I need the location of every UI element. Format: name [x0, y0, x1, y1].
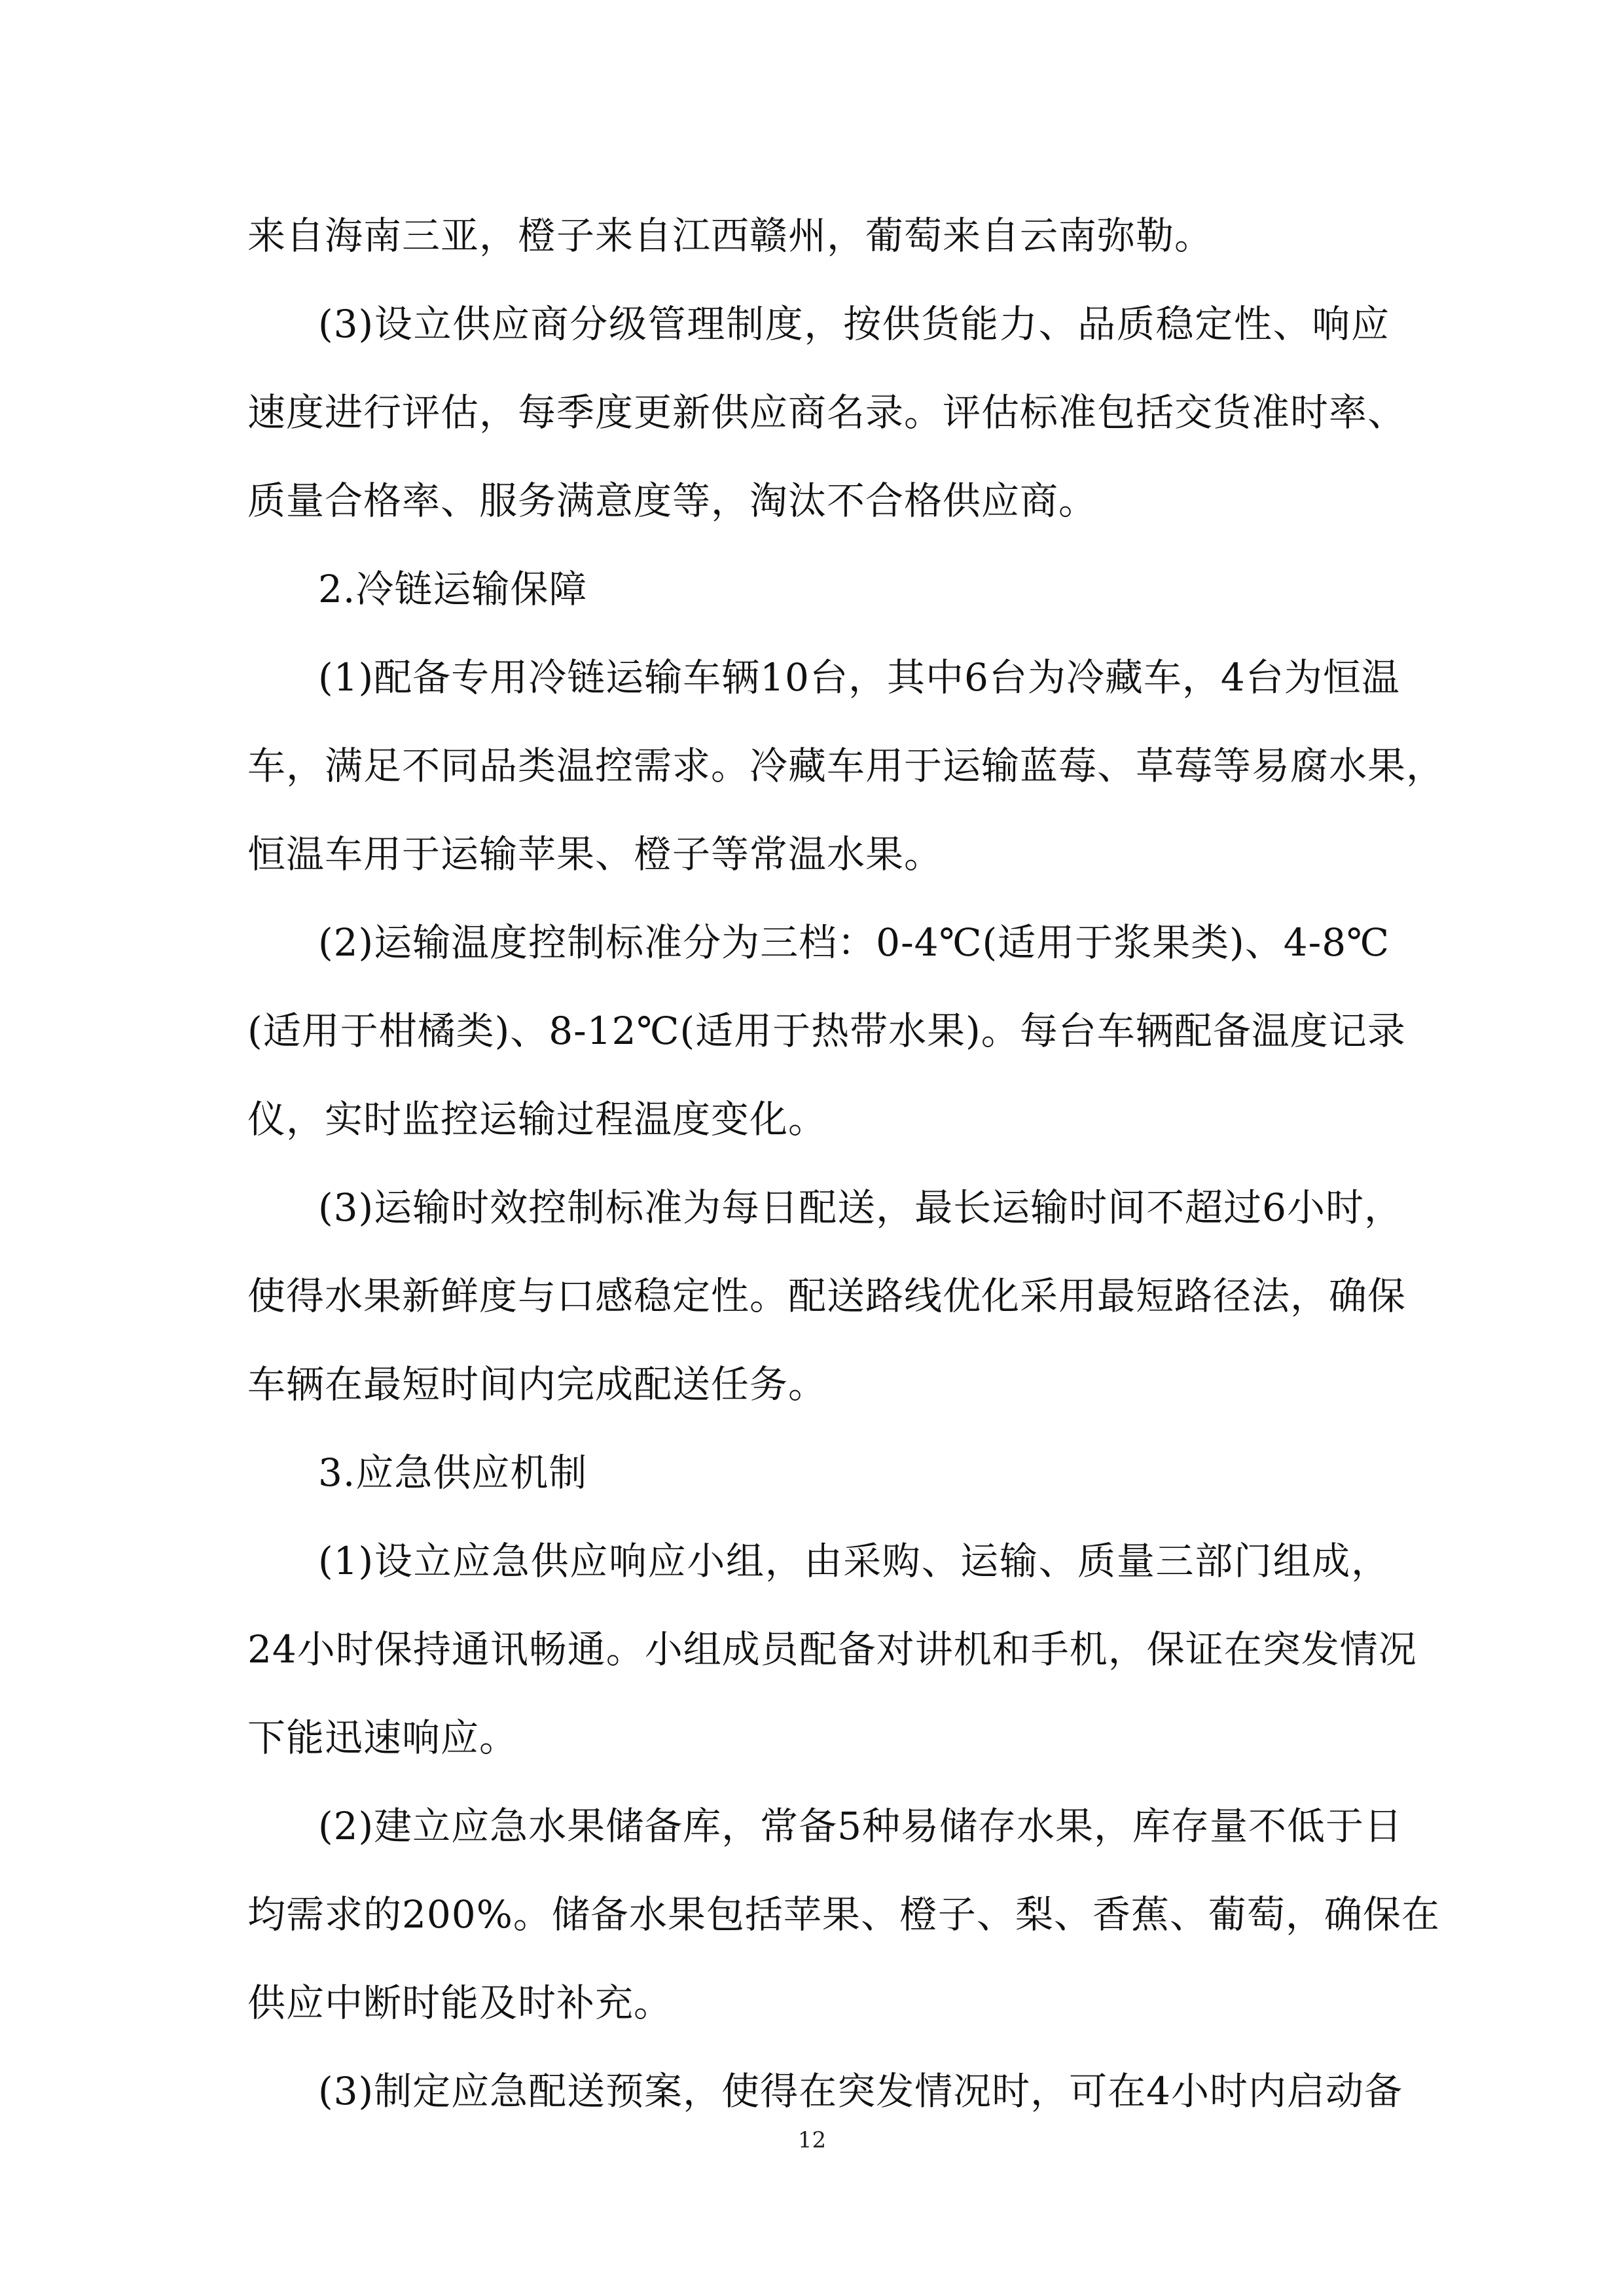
section-heading-cold-chain: 2.冷链运输保障 [318, 567, 588, 611]
text-line-1: 来自海南三亚，橙子来自江西赣州，葡萄来自云南弥勒。 [247, 213, 1214, 258]
text-line-3: 速度进行评估，每季度更新供应商名录。评估标准包括交货准时率、 [247, 390, 1407, 435]
text-line-10: (适用于柑橘类)、8-12℃(适用于热带水果)。每台车辆配备温度记录 [247, 1009, 1406, 1053]
text-line-14: 车辆在最短时间内完成配送任务。 [247, 1362, 827, 1407]
text-line-20: 均需求的200%。储备水果包括苹果、橙子、梨、香蕉、葡萄，确保在 [247, 1892, 1440, 1937]
text-line-16: (1)设立应急供应响应小组，由采购、运输、质量三部门组成， [318, 1539, 1390, 1583]
text-line-11: 仪，实时监控运输过程温度变化。 [247, 1097, 827, 1141]
text-line-12: (3)运输时效控制标准为每日配送，最长运输时间不超过6小时， [318, 1185, 1403, 1230]
section-heading-emergency: 3.应急供应机制 [318, 1450, 588, 1495]
text-line-2: (3)设立供应商分级管理制度，按供货能力、品质稳定性、响应 [318, 302, 1390, 346]
page-number: 12 [797, 2127, 827, 2153]
text-line-4: 质量合格率、服务满意度等，淘汰不合格供应商。 [247, 478, 1098, 523]
text-line-8: 恒温车用于运输苹果、橙子等常温水果。 [247, 832, 943, 876]
text-line-21: 供应中断时能及时补充。 [247, 1981, 673, 2025]
text-line-6: (1)配备专用冷链运输车辆10台，其中6台为冷藏车，4台为恒温 [318, 655, 1400, 700]
text-line-7: 车，满足不同品类温控需求。冷藏车用于运输蓝莓、草莓等易腐水果， [247, 744, 1445, 788]
text-line-17: 24小时保持通讯畅通。小组成员配备对讲机和手机，保证在突发情况 [247, 1627, 1417, 1672]
text-line-13: 使得水果新鲜度与口感稳定性。配送路线优化采用最短路径法，确保 [247, 1274, 1407, 1318]
text-line-9: (2)运输温度控制标准分为三档：0-4℃(适用于浆果类)、4-8℃ [318, 920, 1390, 965]
text-line-22: (3)制定应急配送预案，使得在突发情况时，可在4小时内启动备 [318, 2069, 1403, 2113]
text-line-19: (2)建立应急水果储备库，常备5种易储存水果，库存量不低于日 [318, 1804, 1403, 1848]
text-line-18: 下能迅速响应。 [247, 1715, 518, 1760]
